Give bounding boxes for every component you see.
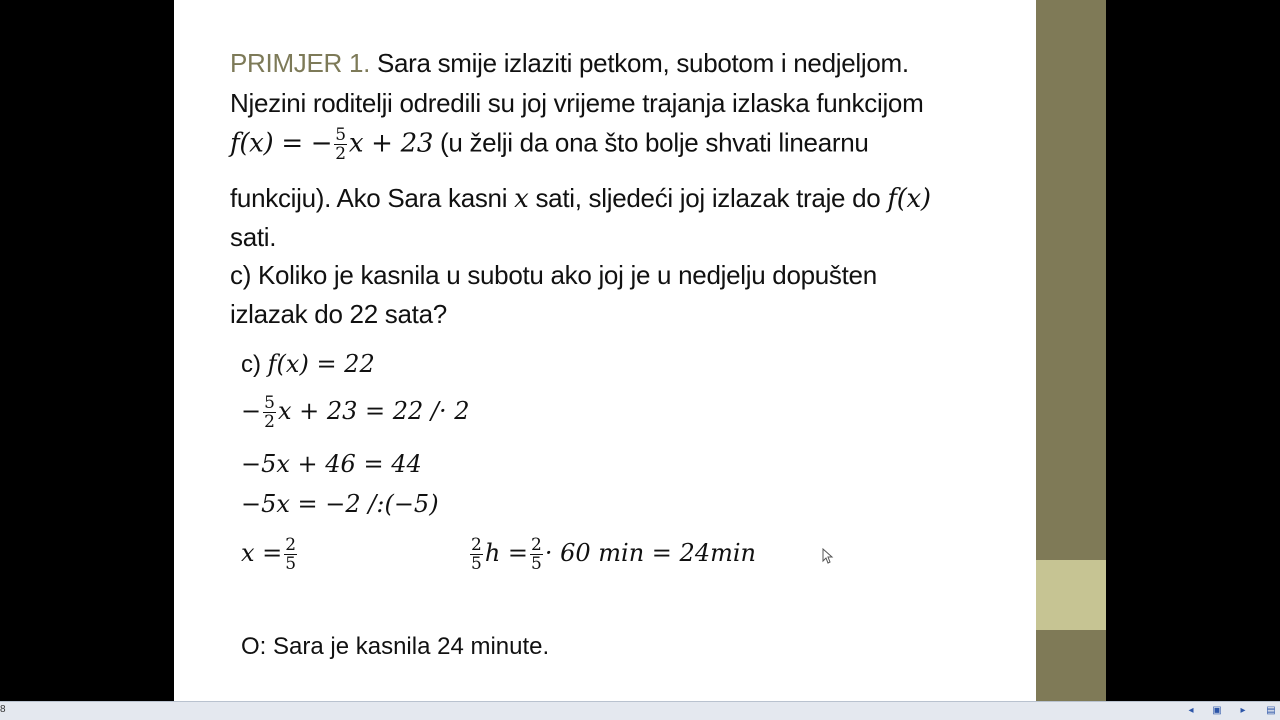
answer-line: O: Sara je kasnila 24 minute. — [241, 633, 550, 660]
problem-line-4: funkciju). Ako Sara kasni x sati, sljedeći joj izlazak traje do f(x) — [230, 183, 931, 214]
next-slide-icon[interactable]: ▸ — [1240, 705, 1246, 716]
view-icon[interactable]: ▤ — [1266, 705, 1276, 716]
problem-text-3: (u želji da ona što bolje shvati linearnu — [440, 127, 869, 158]
status-bar — [0, 701, 1280, 720]
function-definition: f(x) = − — [230, 128, 333, 159]
fraction-two-fifths-2: $\frac{2}{5}$ — [471, 535, 482, 574]
variable-x: x — [514, 184, 529, 214]
fraction-two-fifths-3: $\frac{2}{5}$ — [531, 535, 542, 574]
problem-line-5: sati. — [230, 222, 277, 252]
function-definition-rest: x + 23 — [348, 128, 434, 159]
previous-slide-icon[interactable]: ◂ — [1188, 705, 1194, 716]
example-heading: PRIMJER 1. — [230, 48, 371, 78]
slide-menu-icon[interactable]: ▣ — [1212, 705, 1222, 716]
fraction-five-halves-2: $\frac{5}{2}$ — [264, 393, 275, 432]
solution-step-3: −5x + 46 = 44 — [241, 450, 422, 478]
fraction-two-fifths: $\frac{2}{5}$ — [285, 535, 297, 574]
problem-text-1: Sara smije izlaziti petkom, subotom i nedjeljom. — [376, 48, 909, 78]
solution-step-1: c) f(x) = 22 — [241, 350, 375, 378]
fraction-five-halves: $\frac{5}{2}$ — [335, 125, 346, 164]
problem-line-3 — [230, 126, 869, 163]
solution-step-2: − $\frac{5}{2}$ x + 23 = 22 /· 2 — [241, 393, 470, 432]
mouse-cursor-icon — [822, 548, 834, 564]
slide-side-bar-highlight — [1036, 560, 1106, 630]
solution-step-6: $\frac{2}{5}$ h = $\frac{2}{5}$ · 60 min = 24min — [471, 535, 756, 574]
question-line-1: c) Koliko je kasnila u subotu ako joj je u nedjelju dopušten — [230, 260, 877, 290]
slide-number: 8 — [0, 704, 6, 715]
problem-line-1 — [230, 48, 909, 79]
problem-line-2: Njezini roditelji odredili su joj vrijeme trajanja izlaska funkcijom — [230, 88, 924, 118]
function-value: f(x) — [887, 184, 931, 214]
solution-step-5: x = $\frac{2}{5}$ — [241, 535, 297, 574]
solution-step-4: −5x = −2 /:(−5) — [241, 490, 439, 518]
question-line-2: izlazak do 22 sata? — [230, 299, 447, 329]
